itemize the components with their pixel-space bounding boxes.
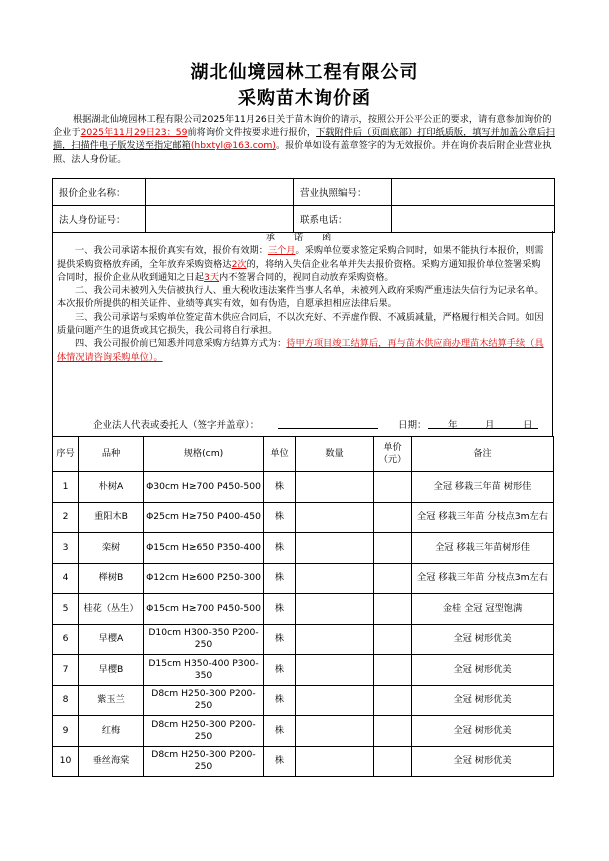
table-body [53, 472, 554, 777]
cell-no: 8 [53, 685, 79, 716]
cell-price[interactable] [374, 563, 412, 594]
download-instructions: 下载附件后（页面底部）打印纸质版，填写并加盖公章后扫描，扫描件电子版发送至指定邮箱 [53, 127, 555, 152]
cell-note: 全冠 移栽三年苗 分枝点3m左右 [412, 563, 554, 594]
cell-no: 5 [53, 594, 79, 625]
cell-no: 4 [53, 563, 79, 594]
date-label: 日期： [398, 420, 427, 431]
cell-unit: 株 [264, 716, 296, 747]
cell-spec: D8cm H250-300 P200-250 [144, 685, 264, 716]
table-row [53, 594, 554, 625]
column-header: 数量 [296, 437, 374, 472]
cell-unit: 株 [264, 685, 296, 716]
phone-field[interactable] [392, 206, 555, 233]
cell-qty[interactable] [296, 716, 374, 747]
cell-price[interactable] [374, 746, 412, 777]
cell-note: 全冠 树形优美 [412, 624, 554, 655]
cell-price[interactable] [374, 685, 412, 716]
cell-unit: 株 [264, 624, 296, 655]
cell-price[interactable] [374, 533, 412, 564]
pledge-item-1 [53, 244, 552, 284]
table-row [53, 472, 554, 503]
pledge-1-text-g: 内不签署合同的，视同自动放弃采购资格。 [219, 271, 394, 283]
day-label: 日 [523, 420, 533, 431]
cell-spec: D8cm H250-300 P200-250 [144, 746, 264, 777]
intro-text-2: 前将询价文件按要求进行报价， [187, 127, 317, 139]
cell-note: 全冠 树形优美 [412, 655, 554, 686]
cell-unit: 株 [264, 746, 296, 777]
document-title: 采购苗木询价函 [238, 88, 371, 109]
cell-name: 垂丝海棠 [79, 746, 144, 777]
phone-label: 联系电话： [294, 206, 392, 233]
cell-qty[interactable] [296, 472, 374, 503]
cell-price[interactable] [374, 655, 412, 686]
table-row [53, 624, 554, 655]
cell-no: 7 [53, 655, 79, 686]
company-name-field[interactable] [146, 179, 294, 206]
intro-text-1: 根据湖北仙境园林工程有限公司2025年11月26日关于苗木询价的请示，按照公开公平公正的要求，请有意参加询价的企业于 [53, 114, 552, 139]
table-row [53, 746, 554, 777]
pledge-item-2: 二、我公司未被列入失信被执行人、重大税收违法案件当事人名单，未被列入政府采购严重违法失信行为记录名单。本次报价所提供的相关证件、业绩等真实有效，如有伪造，自愿承担相应法律后果。 [57, 285, 544, 310]
sign-deadline: 3天 [204, 271, 220, 283]
cell-note: 全冠 树形优美 [412, 685, 554, 716]
cell-name: 早樱A [79, 624, 144, 655]
company-name-label: 报价企业名称： [53, 179, 146, 206]
pledge-title: 承 诺 函 [265, 232, 340, 243]
cell-name: 栾树 [79, 533, 144, 564]
cell-name: 红梅 [79, 716, 144, 747]
pledge-1-text-c: 。采购单位要求签定采购合同时，如果不能执行本报价，则需提供采购资格放弃函，全年放弃采购资格达 [57, 245, 544, 270]
cell-no: 3 [53, 533, 79, 564]
column-header: 备注 [412, 437, 554, 472]
cell-qty[interactable] [296, 502, 374, 533]
table-row [53, 685, 554, 716]
cell-price[interactable] [374, 594, 412, 625]
table-row [53, 502, 554, 533]
column-header: 单位 [264, 437, 296, 472]
cell-spec: Φ15cm H≥650 P350-400 [144, 533, 264, 564]
cell-no: 1 [53, 472, 79, 503]
cell-qty[interactable] [296, 563, 374, 594]
email-link[interactable]: (hbxtyl@163.com) [190, 140, 276, 152]
cell-note: 全冠 移栽三年苗 分枝点3m左右 [412, 502, 554, 533]
cell-spec: Φ25cm H≥750 P400-450 [144, 502, 264, 533]
cell-name: 紫玉兰 [79, 685, 144, 716]
cell-name: 桂花（丛生） [79, 594, 144, 625]
cell-price[interactable] [374, 716, 412, 747]
cell-note: 全冠 移栽三年苗 树形佳 [412, 472, 554, 503]
deadline-text: 2025年11月29日23：59 [80, 127, 188, 139]
cell-unit: 株 [264, 655, 296, 686]
cell-spec: Φ15cm H≥700 P450-500 [144, 594, 264, 625]
pledge-1-text-a: 一、我公司承诺本报价真实有效，报价有效期： [75, 245, 268, 257]
cell-qty[interactable] [296, 533, 374, 564]
cell-name: 早樱B [79, 655, 144, 686]
column-header: 品种 [79, 437, 144, 472]
pledge-4-text-a: 四、我公司报价前已知悉并同意采购方结算方式为： [75, 338, 287, 350]
settlement-terms: 待甲方项目竣工结算后，再与苗木供应商办理苗木结算手续（具体情况请咨询采购单位）。 [57, 338, 544, 363]
legal-id-field[interactable] [146, 206, 294, 233]
cell-note: 全冠 树形优美 [412, 716, 554, 747]
cell-no: 10 [53, 746, 79, 777]
cell-note: 全冠 树形优美 [412, 746, 554, 777]
pledge-1-text-e: 的，将纳入失信企业名单并失去报价资格。采购方通知报价单位签署采购合同时，报价企业从收到通知之日起 [57, 258, 541, 283]
cell-qty[interactable] [296, 655, 374, 686]
cell-qty[interactable] [296, 746, 374, 777]
cell-no: 2 [53, 502, 79, 533]
cell-unit: 株 [264, 533, 296, 564]
cell-unit: 株 [264, 502, 296, 533]
signature-line[interactable] [278, 428, 378, 429]
intro-text-3: 。报价单如设有盖章签字的为无效报价。并在询价表后附企业营业执照、法人身份证。 [53, 140, 552, 165]
pledge-item-3: 三、我公司承诺与采购单位签定苗木供应合同后，不以次充好、不弄虚作假、不减质减量，严格履行相关合同。如因质量问题产生的退货或其它损失，我公司将自行承担。 [57, 311, 544, 337]
license-number-label: 营业执照编号： [294, 179, 392, 206]
cell-qty[interactable] [296, 594, 374, 625]
cell-price[interactable] [374, 472, 412, 503]
table-row [53, 716, 554, 747]
license-number-field[interactable] [392, 179, 555, 206]
cell-qty[interactable] [296, 624, 374, 655]
representative-label: 企业法人代表或委托人（签字并盖章）： [93, 420, 260, 431]
legal-id-label: 法人身份证号： [53, 206, 146, 233]
cell-spec: Φ30cm H≥700 P450-500 [144, 472, 264, 503]
column-header: 序号 [53, 437, 79, 472]
cell-no: 6 [53, 624, 79, 655]
cell-note: 全冠 移栽三年苗树形佳 [412, 533, 554, 564]
signature-row [52, 404, 553, 436]
intro-paragraph [53, 113, 559, 166]
pledge-item-4 [53, 337, 552, 364]
cell-no: 9 [53, 716, 79, 747]
cell-spec: D15cm H350-400 P300-350 [144, 655, 264, 686]
cell-unit: 株 [264, 563, 296, 594]
table-row [53, 655, 554, 686]
forfeit-count: 2次 [231, 258, 247, 270]
cell-note: 金桂 全冠 冠型饱满 [412, 594, 554, 625]
column-header: 单价（元） [374, 437, 412, 472]
cell-name: 榉树B [79, 563, 144, 594]
cell-price[interactable] [374, 624, 412, 655]
cell-spec: D10cm H300-350 P200-250 [144, 624, 264, 655]
month-label: 月 [485, 420, 495, 431]
validity-period: 三个月 [267, 245, 296, 257]
date-line[interactable] [428, 428, 538, 429]
table-row [53, 533, 554, 564]
cell-qty[interactable] [296, 685, 374, 716]
cell-unit: 株 [264, 472, 296, 503]
table-header [53, 437, 554, 472]
price-table [52, 436, 554, 777]
year-label: 年 [448, 420, 458, 431]
cell-spec: Φ12cm H≥600 P250-300 [144, 563, 264, 594]
info-table [52, 178, 555, 233]
cell-price[interactable] [374, 502, 412, 533]
table-row [53, 563, 554, 594]
cell-name: 朴树A [79, 472, 144, 503]
column-header: 规格(cm) [144, 437, 264, 472]
cell-unit: 株 [264, 594, 296, 625]
cell-spec: D8cm H250-300 P200-250 [144, 716, 264, 747]
company-title: 湖北仙境园林工程有限公司 [190, 62, 419, 83]
cell-name: 重阳木B [79, 502, 144, 533]
